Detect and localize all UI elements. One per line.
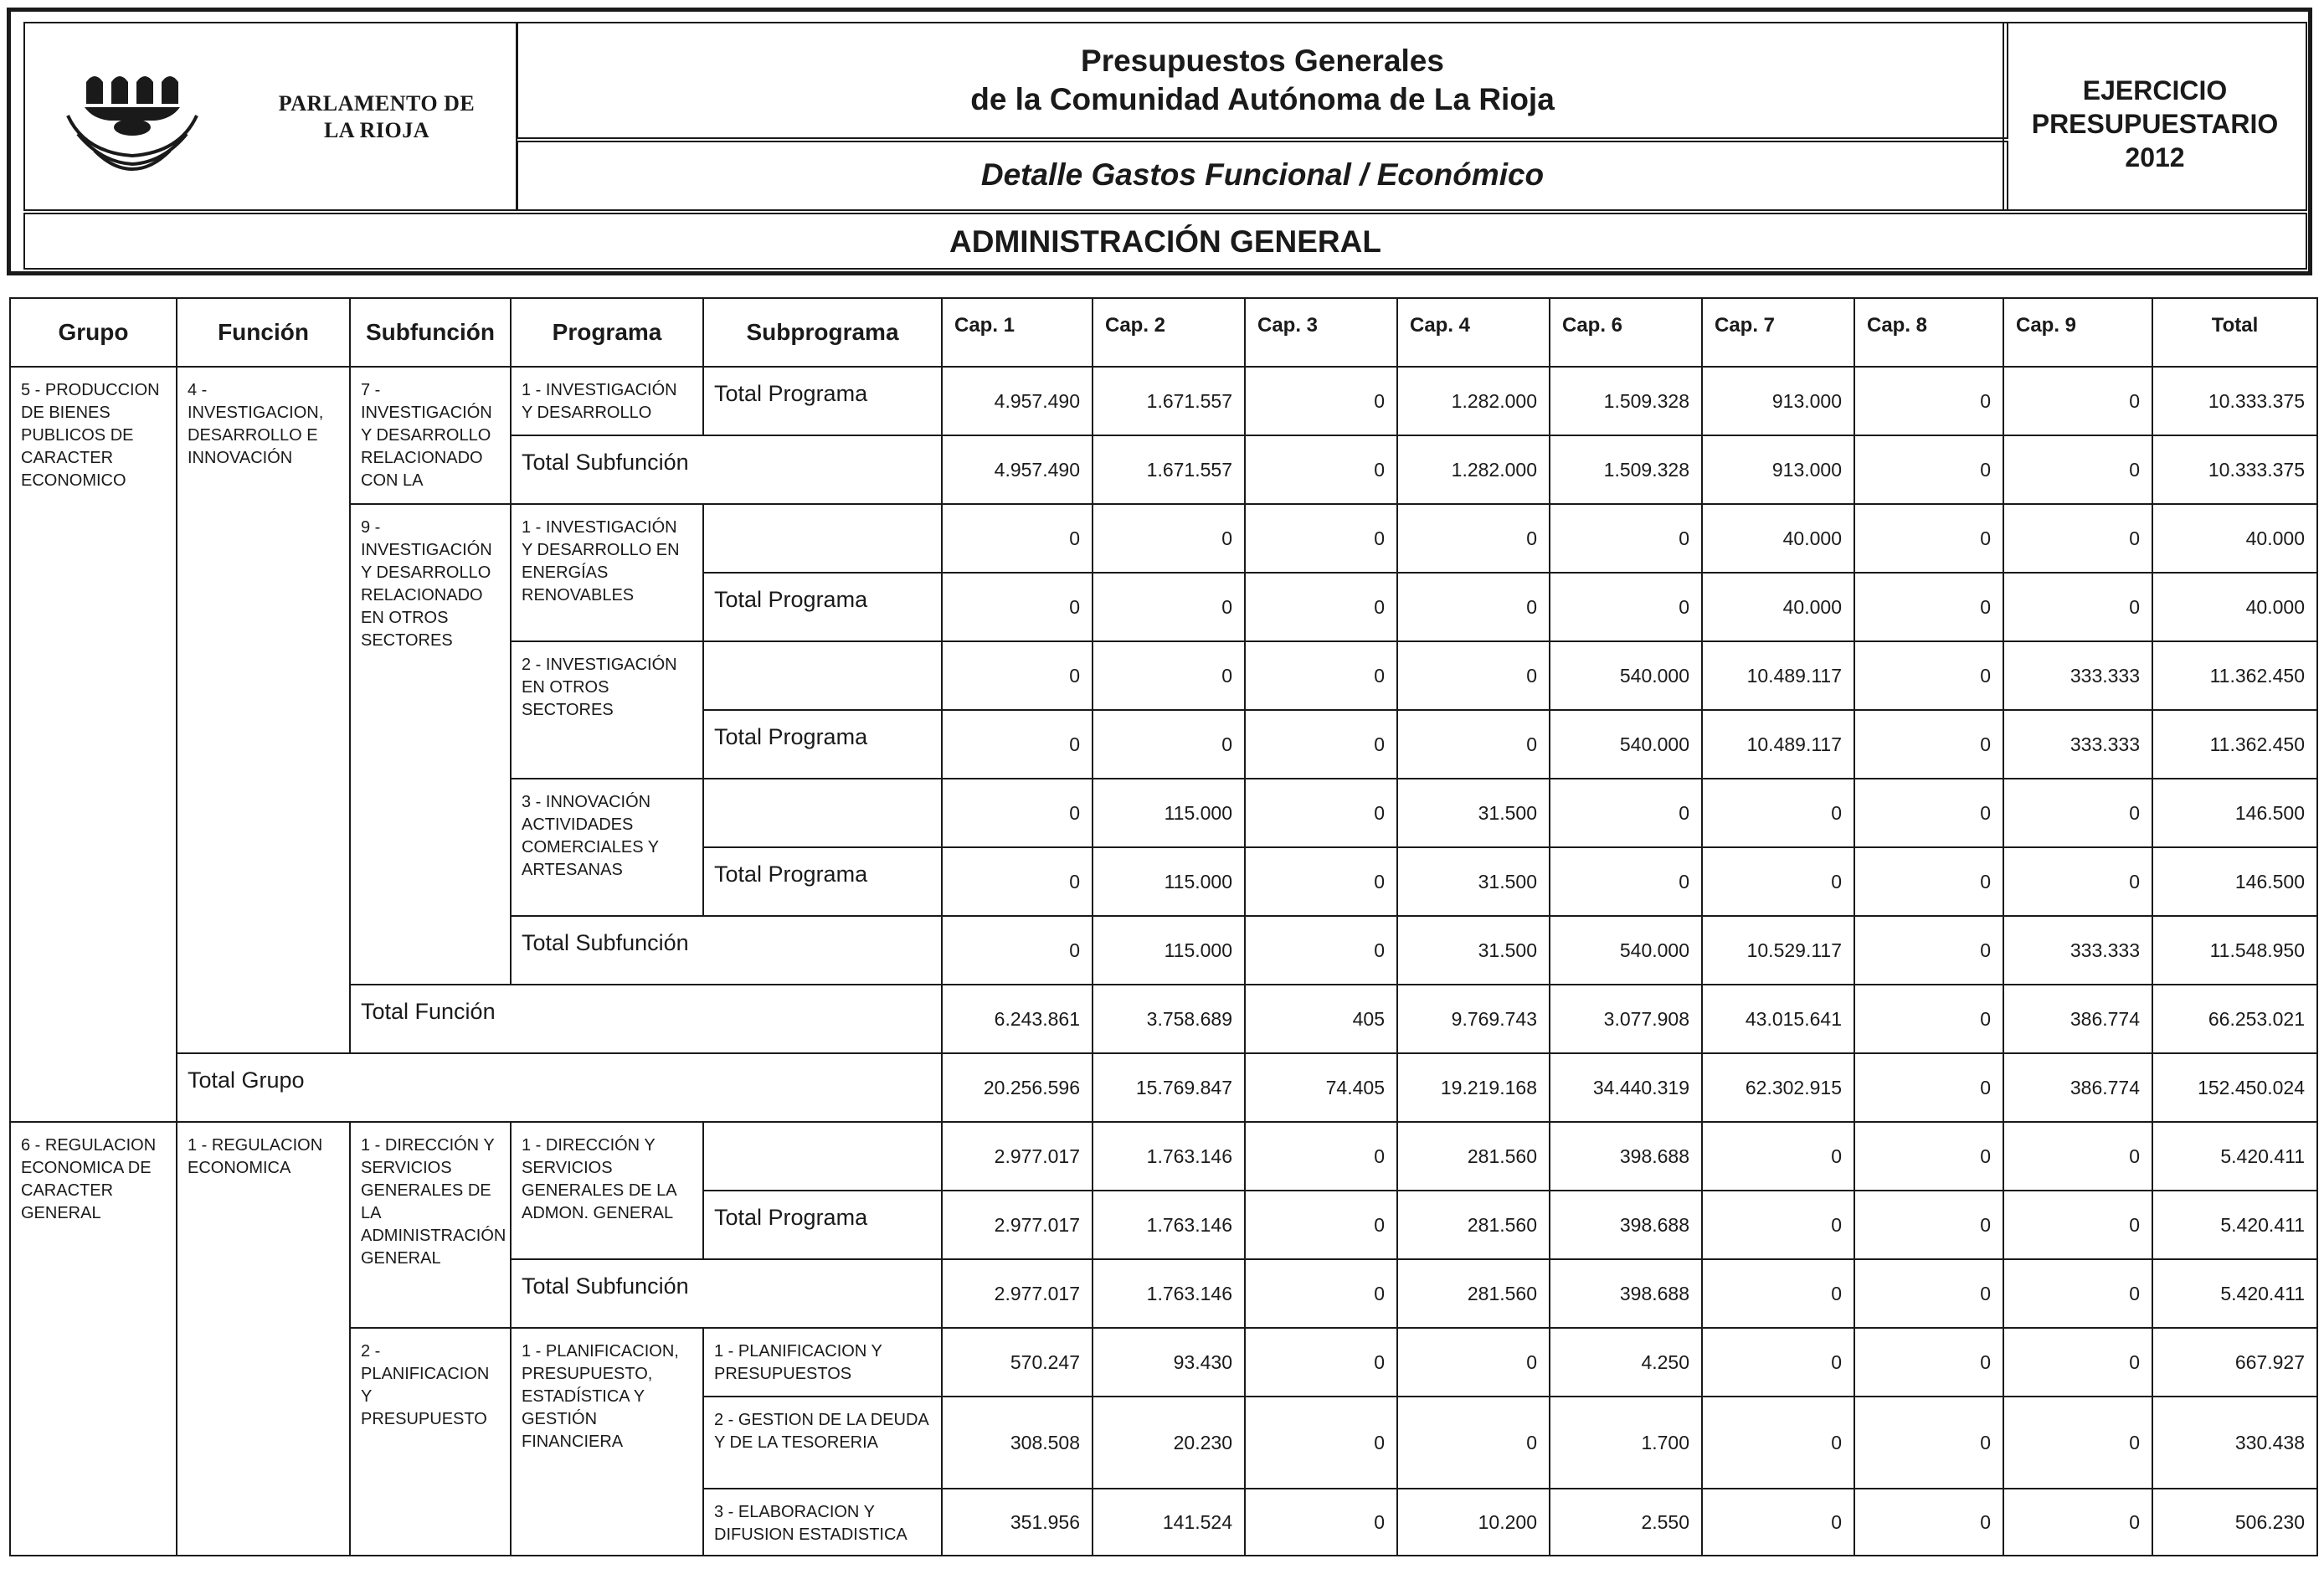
total-programa-label: Total Programa — [703, 573, 942, 641]
table-row — [10, 985, 2317, 1053]
amount-cell: 351.956 — [942, 1489, 1093, 1556]
table-row — [10, 367, 2317, 435]
amount-cell: 0 — [1854, 710, 2003, 779]
amount-cell: 0 — [1854, 1191, 2003, 1259]
column-header: Cap. 2 — [1093, 298, 1245, 367]
parliament-logo-icon — [63, 57, 247, 183]
subprograma-cell: 1 - PLANIFICACION Y PRESUPUESTOS — [703, 1328, 942, 1397]
institution-name — [268, 90, 486, 144]
amount-cell: 141.524 — [1093, 1489, 1245, 1556]
subprograma-cell — [703, 641, 942, 710]
amount-cell: 3.077.908 — [1550, 985, 1702, 1053]
section-box — [23, 213, 2307, 270]
amount-cell: 0 — [1854, 573, 2003, 641]
amount-cell: 0 — [1702, 1122, 1854, 1191]
amount-cell: 0 — [942, 916, 1093, 985]
document-header — [7, 8, 2312, 275]
amount-cell: 0 — [942, 779, 1093, 847]
amount-cell: 0 — [1245, 779, 1397, 847]
amount-cell: 4.957.490 — [942, 367, 1093, 435]
exercise-label — [2004, 74, 2306, 174]
amount-cell: 913.000 — [1702, 435, 1854, 504]
total-value-cell: 5.420.411 — [2152, 1122, 2317, 1191]
amount-cell: 0 — [1702, 1397, 1854, 1489]
subprograma-cell — [703, 779, 942, 847]
total-value-cell: 330.438 — [2152, 1397, 2317, 1489]
total-value-cell: 667.927 — [2152, 1328, 2317, 1397]
amount-cell: 0 — [2003, 573, 2152, 641]
amount-cell: 0 — [1854, 1259, 2003, 1328]
column-header: Grupo — [10, 298, 177, 367]
table-row — [10, 504, 2317, 573]
amount-cell: 0 — [1550, 847, 1702, 916]
amount-cell: 1.763.146 — [1093, 1122, 1245, 1191]
amount-cell: 0 — [1854, 779, 2003, 847]
total-funcion-label: Total Función — [350, 985, 942, 1053]
amount-cell: 0 — [1245, 504, 1397, 573]
total-value-cell: 66.253.021 — [2152, 985, 2317, 1053]
column-header: Cap. 6 — [1550, 298, 1702, 367]
amount-cell: 0 — [1550, 779, 1702, 847]
amount-cell: 0 — [1397, 504, 1550, 573]
exercise-year: 2012 — [2125, 142, 2185, 172]
total-grupo-label: Total Grupo — [177, 1053, 942, 1122]
amount-cell: 10.200 — [1397, 1489, 1550, 1556]
amount-cell: 2.977.017 — [942, 1191, 1093, 1259]
subfuncion-cell: 9 - INVESTIGACIÓN Y DESARROLLO RELACIONADO EN OTROS SECTORES — [350, 504, 511, 985]
amount-cell: 333.333 — [2003, 641, 2152, 710]
exercise-line-1: EJERCICIO — [2082, 75, 2228, 105]
amount-cell: 31.500 — [1397, 916, 1550, 985]
title-box — [517, 22, 2008, 139]
amount-cell: 913.000 — [1702, 367, 1854, 435]
total-value-cell: 11.362.450 — [2152, 710, 2317, 779]
amount-cell: 0 — [1093, 573, 1245, 641]
amount-cell: 0 — [1854, 641, 2003, 710]
grupo-cell: 5 - PRODUCCION DE BIENES PUBLICOS DE CARACTER ECONOMICO — [10, 367, 177, 1122]
amount-cell: 0 — [1702, 1259, 1854, 1328]
amount-cell: 0 — [1245, 710, 1397, 779]
amount-cell: 1.509.328 — [1550, 367, 1702, 435]
amount-cell: 3.758.689 — [1093, 985, 1245, 1053]
amount-cell: 398.688 — [1550, 1259, 1702, 1328]
amount-cell: 0 — [1245, 1489, 1397, 1556]
amount-cell: 2.977.017 — [942, 1122, 1093, 1191]
amount-cell: 10.489.117 — [1702, 641, 1854, 710]
amount-cell: 1.763.146 — [1093, 1259, 1245, 1328]
column-header: Total — [2152, 298, 2317, 367]
amount-cell: 0 — [2003, 435, 2152, 504]
programa-cell: 1 - DIRECCIÓN Y SERVICIOS GENERALES DE LA ADMON. GENERAL — [511, 1122, 703, 1259]
amount-cell: 0 — [1702, 1489, 1854, 1556]
amount-cell: 93.430 — [1093, 1328, 1245, 1397]
amount-cell: 34.440.319 — [1550, 1053, 1702, 1122]
subprograma-cell — [703, 504, 942, 573]
amount-cell: 40.000 — [1702, 573, 1854, 641]
funcion-cell: 1 - REGULACION ECONOMICA — [177, 1122, 350, 1556]
total-subfuncion-label: Total Subfunción — [511, 1259, 942, 1328]
title-line-2: de la Comunidad Autónoma de La Rioja — [970, 82, 1555, 116]
subprograma-cell — [703, 1122, 942, 1191]
amount-cell: 1.763.146 — [1093, 1191, 1245, 1259]
amount-cell: 0 — [1245, 573, 1397, 641]
institution-line-2: LA RIOJA — [323, 118, 430, 142]
amount-cell: 1.671.557 — [1093, 367, 1245, 435]
amount-cell: 0 — [942, 573, 1093, 641]
amount-cell: 0 — [1854, 916, 2003, 985]
amount-cell: 1.282.000 — [1397, 367, 1550, 435]
amount-cell: 1.700 — [1550, 1397, 1702, 1489]
amount-cell: 74.405 — [1245, 1053, 1397, 1122]
amount-cell: 0 — [1093, 641, 1245, 710]
total-value-cell: 506.230 — [2152, 1489, 2317, 1556]
amount-cell: 20.256.596 — [942, 1053, 1093, 1122]
total-programa-label: Total Programa — [703, 1191, 942, 1259]
amount-cell: 333.333 — [2003, 916, 2152, 985]
total-value-cell: 152.450.024 — [2152, 1053, 2317, 1122]
total-programa-label: Total Programa — [703, 710, 942, 779]
programa-cell: 2 - INVESTIGACIÓN EN OTROS SECTORES — [511, 641, 703, 779]
amount-cell: 0 — [1854, 1489, 2003, 1556]
amount-cell: 0 — [2003, 1397, 2152, 1489]
amount-cell: 115.000 — [1093, 779, 1245, 847]
amount-cell: 405 — [1245, 985, 1397, 1053]
total-value-cell: 11.548.950 — [2152, 916, 2317, 985]
total-value-cell: 146.500 — [2152, 847, 2317, 916]
amount-cell: 2.550 — [1550, 1489, 1702, 1556]
funcion-cell: 4 - INVESTIGACION, DESARROLLO E INNOVACIÓN — [177, 367, 350, 1053]
amount-cell: 1.671.557 — [1093, 435, 1245, 504]
amount-cell: 0 — [1550, 573, 1702, 641]
amount-cell: 0 — [1854, 1397, 2003, 1489]
amount-cell: 540.000 — [1550, 710, 1702, 779]
total-programa-label: Total Programa — [703, 367, 942, 435]
amount-cell: 1.509.328 — [1550, 435, 1702, 504]
total-value-cell: 5.420.411 — [2152, 1191, 2317, 1259]
amount-cell: 0 — [1245, 435, 1397, 504]
amount-cell: 0 — [1397, 641, 1550, 710]
amount-cell: 281.560 — [1397, 1122, 1550, 1191]
amount-cell: 0 — [2003, 1122, 2152, 1191]
exercise-line-2: PRESUPUESTARIO — [2031, 109, 2279, 139]
total-subfuncion-label: Total Subfunción — [511, 916, 942, 985]
amount-cell: 0 — [942, 710, 1093, 779]
amount-cell: 4.957.490 — [942, 435, 1093, 504]
title-line-1: Presupuestos Generales — [1081, 44, 1444, 78]
column-header: Cap. 1 — [942, 298, 1093, 367]
amount-cell: 0 — [1854, 1053, 2003, 1122]
amount-cell: 10.529.117 — [1702, 916, 1854, 985]
amount-cell: 0 — [1854, 847, 2003, 916]
amount-cell: 0 — [1245, 367, 1397, 435]
amount-cell: 0 — [1854, 504, 2003, 573]
amount-cell: 0 — [1245, 916, 1397, 985]
amount-cell: 0 — [2003, 367, 2152, 435]
amount-cell: 0 — [1854, 1122, 2003, 1191]
amount-cell: 0 — [1093, 504, 1245, 573]
column-header: Cap. 3 — [1245, 298, 1397, 367]
amount-cell: 398.688 — [1550, 1122, 1702, 1191]
amount-cell: 0 — [1397, 1397, 1550, 1489]
total-value-cell: 40.000 — [2152, 573, 2317, 641]
column-header: Programa — [511, 298, 703, 367]
subtitle-box — [517, 141, 2008, 211]
amount-cell: 0 — [2003, 1489, 2152, 1556]
amount-cell: 43.015.641 — [1702, 985, 1854, 1053]
programa-cell: 1 - INVESTIGACIÓN Y DESARROLLO — [511, 367, 703, 435]
table-header-row — [10, 298, 2317, 367]
column-header: Subfunción — [350, 298, 511, 367]
amount-cell: 0 — [1854, 985, 2003, 1053]
amount-cell: 0 — [1245, 1122, 1397, 1191]
amount-cell: 570.247 — [942, 1328, 1093, 1397]
amount-cell: 31.500 — [1397, 779, 1550, 847]
total-value-cell: 10.333.375 — [2152, 435, 2317, 504]
amount-cell: 0 — [1550, 504, 1702, 573]
amount-cell: 0 — [1702, 1328, 1854, 1397]
grupo-cell: 6 - REGULACION ECONOMICA DE CARACTER GENERAL — [10, 1122, 177, 1556]
amount-cell: 0 — [1093, 710, 1245, 779]
amount-cell: 0 — [942, 847, 1093, 916]
amount-cell: 0 — [1702, 1191, 1854, 1259]
amount-cell: 0 — [1702, 779, 1854, 847]
amount-cell: 386.774 — [2003, 1053, 2152, 1122]
document-title — [518, 42, 2007, 119]
column-header: Función — [177, 298, 350, 367]
amount-cell: 62.302.915 — [1702, 1053, 1854, 1122]
amount-cell: 1.282.000 — [1397, 435, 1550, 504]
amount-cell: 0 — [2003, 1259, 2152, 1328]
amount-cell: 0 — [2003, 1191, 2152, 1259]
amount-cell: 0 — [1397, 573, 1550, 641]
amount-cell: 0 — [1854, 367, 2003, 435]
subprograma-cell: 3 - ELABORACION Y DIFUSION ESTADISTICA — [703, 1489, 942, 1556]
amount-cell: 0 — [1702, 847, 1854, 916]
amount-cell: 4.250 — [1550, 1328, 1702, 1397]
column-header: Cap. 4 — [1397, 298, 1550, 367]
amount-cell: 0 — [2003, 1328, 2152, 1397]
total-programa-label: Total Programa — [703, 847, 942, 916]
amount-cell: 0 — [1245, 1191, 1397, 1259]
amount-cell: 281.560 — [1397, 1259, 1550, 1328]
amount-cell: 0 — [1854, 435, 2003, 504]
amount-cell: 31.500 — [1397, 847, 1550, 916]
subfuncion-cell: 7 - INVESTIGACIÓN Y DESARROLLO RELACIONADO CON LA — [350, 367, 511, 504]
amount-cell: 0 — [1854, 1328, 2003, 1397]
amount-cell: 9.769.743 — [1397, 985, 1550, 1053]
total-value-cell: 40.000 — [2152, 504, 2317, 573]
amount-cell: 0 — [1245, 1397, 1397, 1489]
column-header: Subprograma — [703, 298, 942, 367]
amount-cell: 333.333 — [2003, 710, 2152, 779]
exercise-box — [2003, 22, 2307, 211]
amount-cell: 540.000 — [1550, 916, 1702, 985]
total-value-cell: 10.333.375 — [2152, 367, 2317, 435]
institution-line-1: PARLAMENTO DE — [278, 91, 476, 116]
subfuncion-cell: 1 - DIRECCIÓN Y SERVICIOS GENERALES DE LA ADMINISTRACIÓN GENERAL — [350, 1122, 511, 1328]
amount-cell: 0 — [2003, 779, 2152, 847]
section-title: ADMINISTRACIÓN GENERAL — [949, 224, 1381, 259]
amount-cell: 20.230 — [1093, 1397, 1245, 1489]
amount-cell: 0 — [1245, 847, 1397, 916]
amount-cell: 6.243.861 — [942, 985, 1093, 1053]
amount-cell: 0 — [1397, 710, 1550, 779]
programa-cell: 3 - INNOVACIÓN ACTIVIDADES COMERCIALES Y ARTESANAS — [511, 779, 703, 916]
amount-cell: 308.508 — [942, 1397, 1093, 1489]
table-row — [10, 1122, 2317, 1191]
total-value-cell: 5.420.411 — [2152, 1259, 2317, 1328]
total-value-cell: 11.362.450 — [2152, 641, 2317, 710]
programa-cell: 1 - INVESTIGACIÓN Y DESARROLLO EN ENERGÍAS RENOVABLES — [511, 504, 703, 641]
subfuncion-cell: 2 - PLANIFICACION Y PRESUPUESTO — [350, 1328, 511, 1556]
amount-cell: 0 — [2003, 504, 2152, 573]
amount-cell: 0 — [1245, 1259, 1397, 1328]
logo-box — [23, 22, 517, 211]
table-row — [10, 1328, 2317, 1397]
column-header: Cap. 7 — [1702, 298, 1854, 367]
amount-cell: 0 — [942, 504, 1093, 573]
amount-cell: 0 — [1245, 641, 1397, 710]
amount-cell: 19.219.168 — [1397, 1053, 1550, 1122]
amount-cell: 10.489.117 — [1702, 710, 1854, 779]
amount-cell: 40.000 — [1702, 504, 1854, 573]
amount-cell: 398.688 — [1550, 1191, 1702, 1259]
subprograma-cell: 2 - GESTION DE LA DEUDA Y DE LA TESORERIA — [703, 1397, 942, 1489]
amount-cell: 0 — [942, 641, 1093, 710]
amount-cell: 115.000 — [1093, 847, 1245, 916]
amount-cell: 0 — [1397, 1328, 1550, 1397]
document-subtitle: Detalle Gastos Funcional / Económico — [980, 157, 1545, 192]
table-row — [10, 1053, 2317, 1122]
amount-cell: 115.000 — [1093, 916, 1245, 985]
column-header: Cap. 8 — [1854, 298, 2003, 367]
amount-cell: 386.774 — [2003, 985, 2152, 1053]
amount-cell: 540.000 — [1550, 641, 1702, 710]
total-subfuncion-label: Total Subfunción — [511, 435, 942, 504]
column-header: Cap. 9 — [2003, 298, 2152, 367]
amount-cell: 0 — [1245, 1328, 1397, 1397]
amount-cell: 281.560 — [1397, 1191, 1550, 1259]
amount-cell: 0 — [2003, 847, 2152, 916]
amount-cell: 2.977.017 — [942, 1259, 1093, 1328]
total-value-cell: 146.500 — [2152, 779, 2317, 847]
programa-cell: 1 - PLANIFICACION, PRESUPUESTO, ESTADÍSTICA Y GESTIÓN FINANCIERA — [511, 1328, 703, 1556]
budget-table — [9, 297, 2318, 1556]
amount-cell: 15.769.847 — [1093, 1053, 1245, 1122]
